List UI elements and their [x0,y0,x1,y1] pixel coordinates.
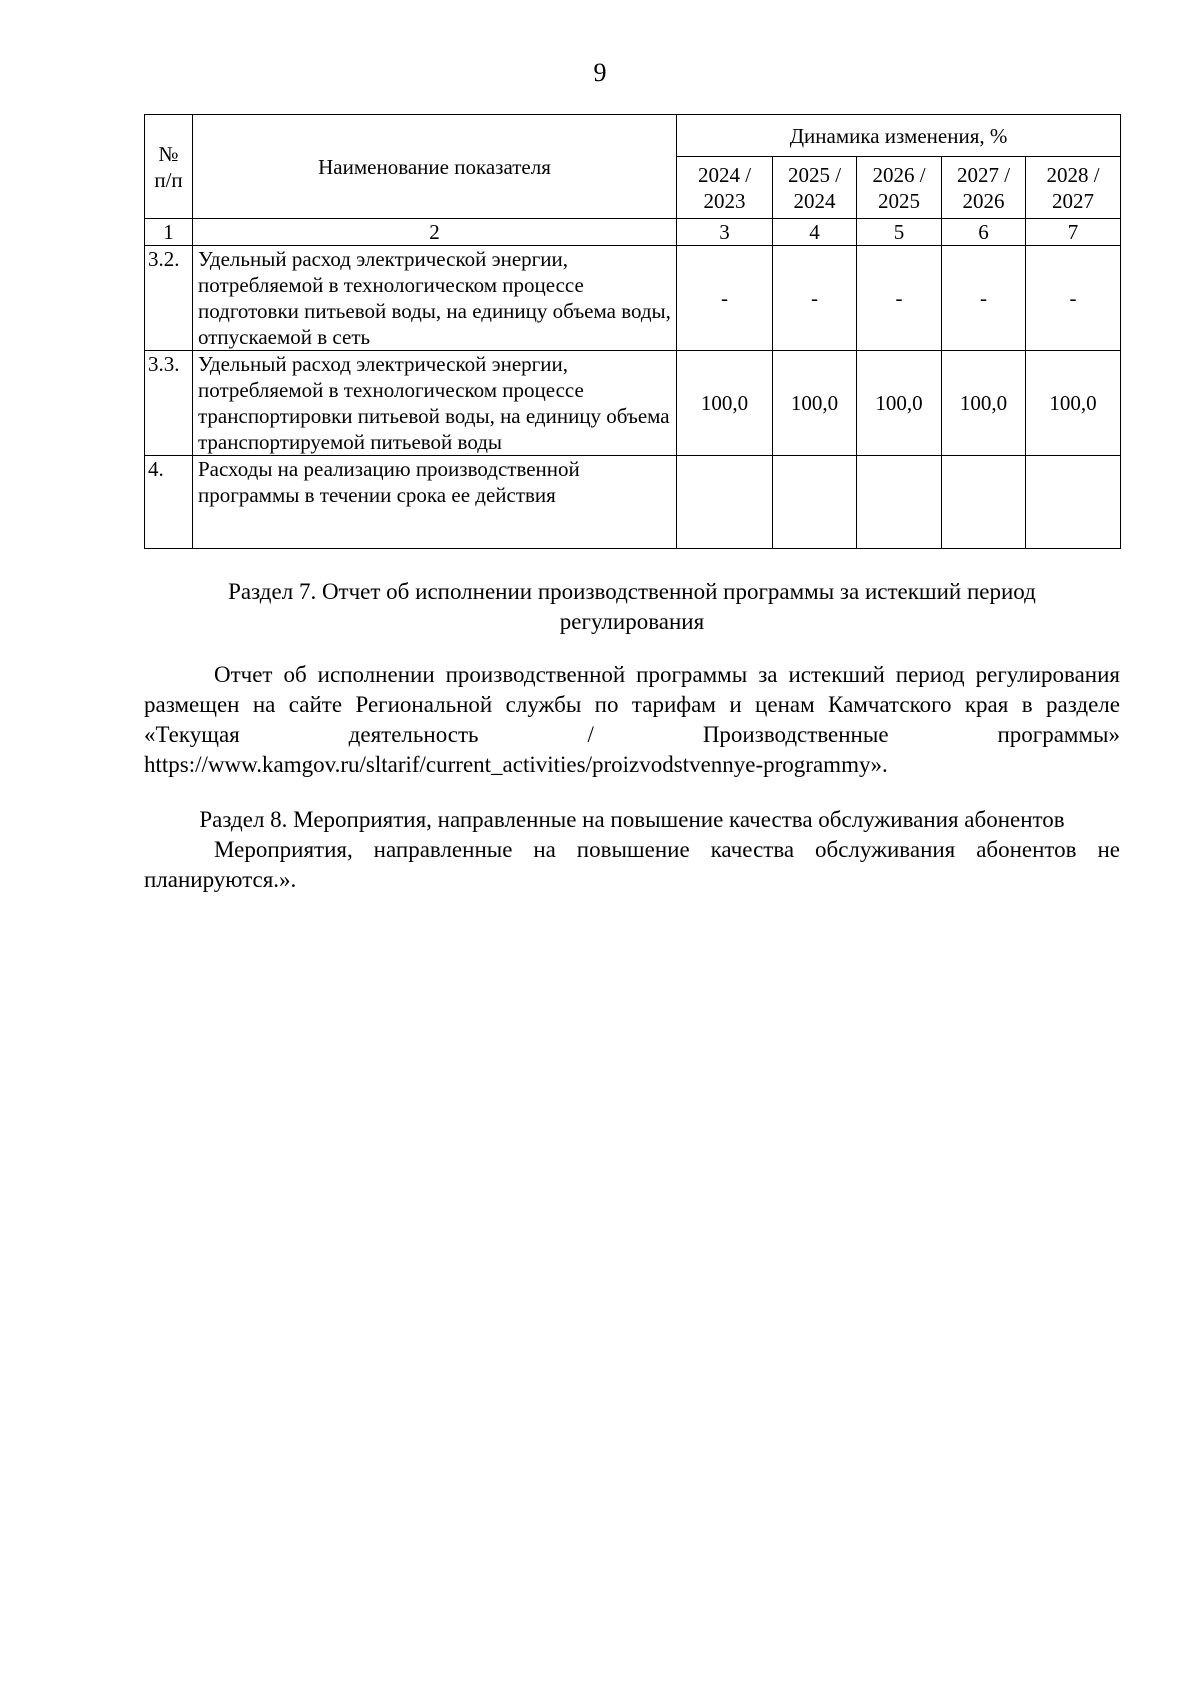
year-top: 2026 / [872,162,926,187]
value-cell: - [1026,246,1121,351]
section8-body: Мероприятия, направленные на повышение качества обслуживания абонентов не планируются.». [144,837,1120,892]
year-top: 2028 / [1046,162,1100,187]
indicator-name: Удельный расход электрической энергии, потребляемой в технологическом процессе подготовки питьевой воды, на единицу объема воды, отпускаемой в сеть [193,246,677,351]
year-top: 2025 / [787,162,842,187]
section7-title-line2: регулирования [559,609,705,634]
value-cell: 100,0 [677,351,773,456]
header-dynamics-label: Динамика изменения, % [789,123,1008,148]
value-cell: - [942,246,1026,351]
column-number: 2 [193,219,677,246]
value-cell: - [773,246,857,351]
value-cell: 100,0 [942,351,1026,456]
value-cell [942,456,1026,549]
value-cell [773,456,857,549]
section7-title [144,577,1120,637]
value-cell [677,456,773,549]
header-year-cell [857,157,942,219]
section7-title-line1: Раздел 7. Отчет об исполнении производственной программы за истекший период [228,579,1036,604]
table-row [145,456,1121,549]
header-dynamics-cell [677,115,1121,157]
year-top: 2027 / [956,162,1011,187]
section8-title: Раздел 8. Мероприятия, направленные на повышение качества обслуживания абонентов [199,807,1065,832]
year-bottom: 2026 [962,188,1005,213]
table-row [145,351,1121,456]
column-number: 5 [857,219,942,246]
column-number: 7 [1026,219,1121,246]
column-number-row [145,219,1121,246]
header-year-cell [677,157,773,219]
section7-body: Отчет об исполнении производственной программы за истекший период регулирования размещен на сайте Региональной службы по тарифам и ценам Камчатского края в разделе «Текущая деятельность / Производственные программы» https://www.kamgov.ru/sltarif/current_activities/proizvodstvennye-programmy». [144,662,1120,777]
year-bottom: 2024 [793,188,836,213]
header-name-label: Наименование показателя [318,154,551,179]
table-header-row [145,115,1121,157]
year-bottom: 2023 [703,188,746,213]
header-year-cell [942,157,1026,219]
value-cell [857,456,942,549]
indicator-name: Удельный расход электрической энергии, потребляемой в технологическом процессе транспортировки питьевой воды, на единицу объема транспортируемой питьевой воды [193,351,677,456]
page-number: 9 [593,58,607,87]
year-bottom: 2025 [878,188,920,213]
row-number: 4. [145,456,193,549]
header-num-symbol: № [158,141,179,166]
column-number: 6 [942,219,1026,246]
header-num-label: п/п [154,167,183,192]
value-cell: 100,0 [1026,351,1121,456]
value-cell: 100,0 [857,351,942,456]
header-year-cell [773,157,857,219]
value-cell: 100,0 [773,351,857,456]
column-number: 1 [145,219,193,246]
year-top: 2024 / [697,162,752,187]
column-number: 4 [773,219,857,246]
value-cell: - [677,246,773,351]
header-num-cell [145,115,193,219]
column-number: 3 [677,219,773,246]
row-number: 3.2. [145,246,193,351]
dynamics-table [144,114,1121,549]
year-bottom: 2027 [1052,188,1095,213]
indicator-name: Расходы на реализацию производственной программы в течении срока ее действия [193,456,677,549]
table-row [145,246,1121,351]
value-cell: - [857,246,942,351]
header-name-cell [193,115,677,219]
row-number: 3.3. [145,351,193,456]
header-year-cell [1026,157,1121,219]
value-cell [1026,456,1121,549]
